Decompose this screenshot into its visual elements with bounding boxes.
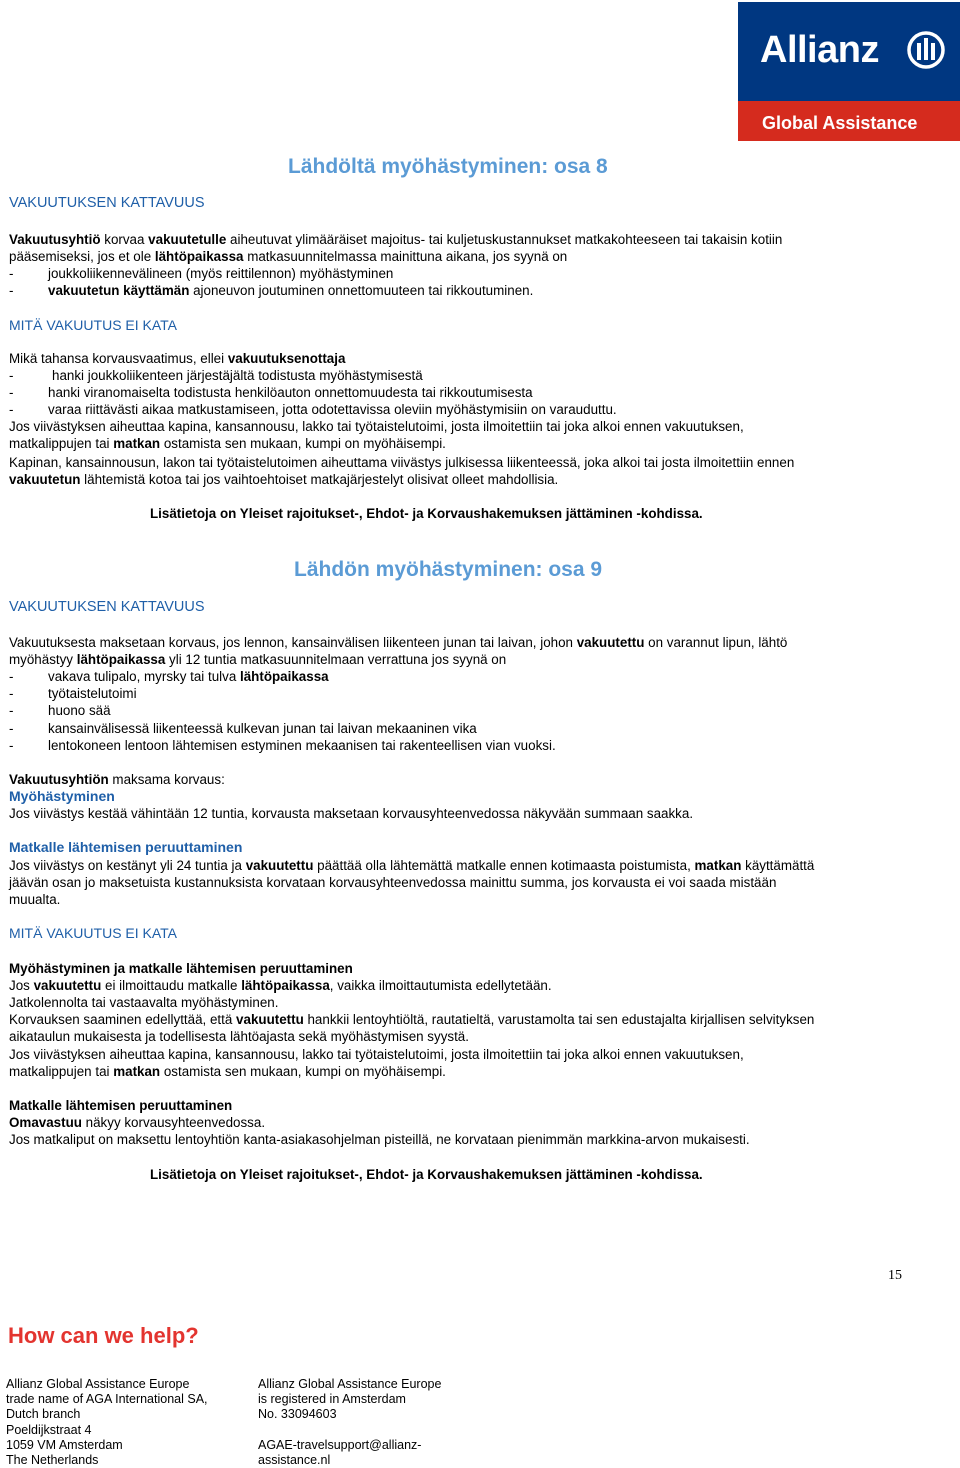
text-run: matkasuunnitelmassa mainittuna aikana, jos syynä on xyxy=(243,249,568,264)
text-run: Jos xyxy=(9,978,34,993)
s9-bullet: työtaistelutoimi xyxy=(48,686,137,701)
departure-term: lähtöpaikassa xyxy=(240,669,329,684)
text-run: ajoneuvon joutuminen onnettomuuteen tai rikkoutuminen. xyxy=(189,283,534,298)
bullet-dash: - xyxy=(9,266,14,281)
bullet-dash: - xyxy=(9,669,14,684)
text-run: Mikä tahansa korvausvaatimus, ellei xyxy=(9,351,228,366)
bold-term: vakuutetun käyttämän xyxy=(48,283,190,298)
footer-line: 1059 VM Amsterdam xyxy=(6,1437,123,1452)
s8-nc-intro xyxy=(9,350,345,367)
insurer-term: Vakuutusyhtiö xyxy=(9,232,101,247)
s9-paragraph-line xyxy=(9,651,506,668)
section9-more-info: Lisätietoja on Yleiset rajoitukset-, Ehdot- ja Korvaushakemuksen jättäminen -kohdissa. xyxy=(150,1167,703,1182)
footer-line xyxy=(258,1423,441,1438)
bullet-dash: - xyxy=(9,738,14,753)
footer-line: Allianz Global Assistance Europe xyxy=(258,1377,442,1391)
insurer-term: Vakuutusyhtiön xyxy=(9,772,109,787)
s8-nc-bullet: varaa riittävästi aikaa matkustamiseen, jotta odotettavissa oleviin myöhästymisiin on varauduttu. xyxy=(48,402,617,417)
s8-bullet xyxy=(48,282,533,299)
page-number: 15 xyxy=(888,1268,902,1283)
s8-bullet: joukkoliikennevälineen (myös reittilennon) myöhästyminen xyxy=(48,266,394,281)
s9-nc-line: Jatkolennolta tai vastaavalta myöhästyminen. xyxy=(9,995,279,1010)
logo-brand-text: Allianz xyxy=(760,29,879,71)
s9-nc-line xyxy=(9,977,552,994)
text-run: maksama korvaus: xyxy=(108,772,225,787)
departure-term: lähtöpaikassa xyxy=(154,249,244,264)
text-run: Jos viivästys on kestänyt yli 24 tuntia ja xyxy=(9,858,246,873)
s8-nc-paragraph-line: Kapinan, kansainnousun, lakon tai työtaistelutoimen aiheuttama viivästys julkisessa liikenteessä, joka alkoi tai josta ilmoitettiin ennen xyxy=(9,455,795,470)
insured-term: vakuutetun xyxy=(9,472,81,487)
bullet-dash: - xyxy=(9,402,14,417)
text-run: käyttämättä xyxy=(741,858,815,873)
footer-slogan: How can we help? xyxy=(8,1323,199,1348)
bullet-dash: - xyxy=(9,385,14,400)
footer-left-block xyxy=(6,1377,208,1468)
insured-term: vakuutettu xyxy=(245,858,314,873)
s9-nc-heading: Myöhästyminen ja matkalle lähtemisen peruuttaminen xyxy=(9,961,353,976)
text-run: korvaa xyxy=(100,232,149,247)
bullet-dash: - xyxy=(9,686,14,701)
footer-line: No. 33094603 xyxy=(258,1407,337,1422)
s9-cancel-label: Matkalle lähtemisen peruuttaminen xyxy=(9,839,243,855)
trip-term: matkan xyxy=(694,858,742,873)
text-run: matkalippujen tai xyxy=(9,1064,114,1079)
footer-line: Allianz Global Assistance Europe xyxy=(6,1377,190,1391)
section8-more-info: Lisätietoja on Yleiset rajoitukset-, Ehdot- ja Korvaushakemuksen jättäminen -kohdissa. xyxy=(150,506,703,521)
policyholder-term: vakuutuksenottaja xyxy=(227,351,346,366)
footer-line: Dutch branch xyxy=(6,1407,81,1422)
bullet-dash: - xyxy=(9,283,14,298)
footer-line: The Netherlands xyxy=(6,1453,99,1468)
s9-nc-line: Jos matkaliput on maksettu lentoyhtiön kanta-asiakasohjelman pisteillä, ne korvataan pienimmän markkina-arvon mukaisesti. xyxy=(9,1132,750,1147)
footer-email-line[interactable]: assistance.nl xyxy=(258,1453,331,1468)
section9-title: Lähdön myöhästyminen: osa 9 xyxy=(294,558,603,581)
trip-term: matkan xyxy=(113,436,161,451)
section9-not-covered-label: MITÄ VAKUUTUS EI KATA xyxy=(9,925,178,941)
s8-paragraph-line xyxy=(9,248,567,265)
section8-not-covered-label: MITÄ VAKUUTUS EI KATA xyxy=(9,317,178,333)
section8-title: Lähdöltä myöhästyminen: osa 8 xyxy=(288,155,608,178)
insured-term: vakuutettu xyxy=(236,1012,304,1027)
s8-paragraph-line xyxy=(9,231,782,248)
s9-nc-line: aikataulun mukaisesta ja todellisesta lähtöajasta sekä myöhästymisen syystä. xyxy=(9,1029,469,1044)
logo-sub-text: Global Assistance xyxy=(762,113,918,133)
insured-term: vakuutetulle xyxy=(148,232,227,247)
text-run: vakava tulipalo, myrsky tai tulva xyxy=(48,669,241,684)
s8-nc-paragraph-line: Jos viivästyksen aiheuttaa kapina, kansannousu, lakko tai työtaistelutoimi, josta ilmoitettiin tai joka alkoi ennen vakuutuksen, xyxy=(9,419,744,434)
text-run: ostamista sen mukaan, kumpi on myöhäisempi. xyxy=(160,1064,446,1079)
text-run: hankkii lentoyhtiöltä, rautatieltä, varustamolta tai sen edustajalta kirjallisen selvityksen xyxy=(303,1012,815,1027)
s9-delay-text: Jos viivästys kestää vähintään 12 tuntia, korvausta maksetaan korvausyhteenvedossa näkyvään summaan saakka. xyxy=(9,806,694,821)
bullet-dash: - xyxy=(9,721,14,736)
text-run: Korvauksen saaminen edellyttää, että xyxy=(9,1012,237,1027)
footer-email-line[interactable]: AGAE-travelsupport@allianz- xyxy=(258,1437,422,1452)
s9-pay-intro xyxy=(9,771,225,788)
footer-line: is registered in Amsterdam xyxy=(258,1392,406,1407)
text-run: matkalippujen tai xyxy=(9,436,114,451)
text-run: päättää olla lähtemättä matkalle ennen kotimaasta poistumista, xyxy=(313,858,695,873)
text-run: yli 12 tuntia matkasuunnitelmaan verrattuna jos syynä on xyxy=(165,652,507,667)
trip-term: matkan xyxy=(113,1064,161,1079)
text-run: aiheutuvat ylimääräiset majoitus- tai kuljetuskustannukset matkakohteeseen tai takaisin kotiin xyxy=(226,232,783,247)
text-run: on varannut lipun, lähtö xyxy=(644,635,788,650)
s9-nc-line xyxy=(9,1063,446,1080)
s8-nc-bullet: hanki viranomaiselta todistusta henkilöauton onnettomuudesta tai rikkoutumisesta xyxy=(48,385,533,400)
s9-cancel-line: muualta. xyxy=(9,892,61,907)
s9-bullet: huono sää xyxy=(48,703,111,718)
section9-coverage-label: VAKUUTUKSEN KATTAVUUS xyxy=(9,599,205,615)
s8-nc-paragraph-line xyxy=(9,471,558,488)
s9-nc-heading: Matkalle lähtemisen peruuttaminen xyxy=(9,1098,233,1113)
text-run: lähtemistä kotoa tai jos vaihtoehtoiset matkajärjestelyt olisivat olleet mahdollisia. xyxy=(80,472,559,487)
s9-bullet: kansainvälisessä liikenteessä kulkevan junan tai laivan mekaaninen vika xyxy=(48,721,477,736)
footer-right-block xyxy=(258,1377,441,1468)
s9-nc-line xyxy=(9,1114,265,1131)
s9-bullet: lentokoneen lentoon lähtemisen estyminen mekaanisen tai rakenteellisen vian vuoksi. xyxy=(48,738,556,753)
s9-cancel-line xyxy=(9,857,814,874)
s9-nc-line xyxy=(9,1011,814,1028)
s9-paragraph-line xyxy=(9,634,787,651)
bullet-dash: - xyxy=(9,703,14,718)
text-run: Vakuutuksesta maksetaan korvaus, jos lennon, kansainvälisen liikenteen junan tai laivan, johon xyxy=(9,635,577,650)
text-run: pääsemiseksi, jos et ole xyxy=(9,249,155,264)
allianz-eagle-icon xyxy=(906,30,946,70)
footer-line: trade name of AGA International SA, xyxy=(6,1392,208,1407)
insured-term: vakuutettu xyxy=(33,978,102,993)
s8-nc-paragraph-line xyxy=(9,435,446,452)
footer-line: Poeldijkstraat 4 xyxy=(6,1422,92,1437)
s8-nc-bullet: hanki joukkoliikenteen järjestäjältä todistusta myöhästymisestä xyxy=(52,368,423,383)
text-run: näkyy korvausyhteenvedossa. xyxy=(81,1115,266,1130)
s9-cancel-line: jäävän osan jo maksetuista kustannuksista korvataan korvausyhteenvedossa mainittu summa, jos korvausta ei voi saada mistään xyxy=(9,875,777,890)
s9-bullet xyxy=(48,668,329,685)
departure-term: lähtöpaikassa xyxy=(241,978,330,993)
s9-nc-line: Jos viivästyksen aiheuttaa kapina, kansannousu, lakko tai työtaistelutoimi, josta ilmoitettiin tai joka alkoi ennen vakuutuksen, xyxy=(9,1047,744,1062)
text-run: myöhästyy xyxy=(9,652,77,667)
s9-delay-label: Myöhästyminen xyxy=(9,788,115,804)
text-run: ei ilmoittaudu matkalle xyxy=(101,978,242,993)
allianz-logo xyxy=(738,2,960,141)
insured-term: vakuutettu xyxy=(576,635,645,650)
section8-coverage-label: VAKUUTUKSEN KATTAVUUS xyxy=(9,195,205,211)
text-run: , vaikka ilmoittautumista edellytetään. xyxy=(329,978,552,993)
departure-term: lähtöpaikassa xyxy=(76,652,166,667)
deductible-term: Omavastuu xyxy=(9,1115,82,1130)
bullet-dash: - xyxy=(9,368,14,383)
text-run: ostamista sen mukaan, kumpi on myöhäisempi. xyxy=(160,436,446,451)
